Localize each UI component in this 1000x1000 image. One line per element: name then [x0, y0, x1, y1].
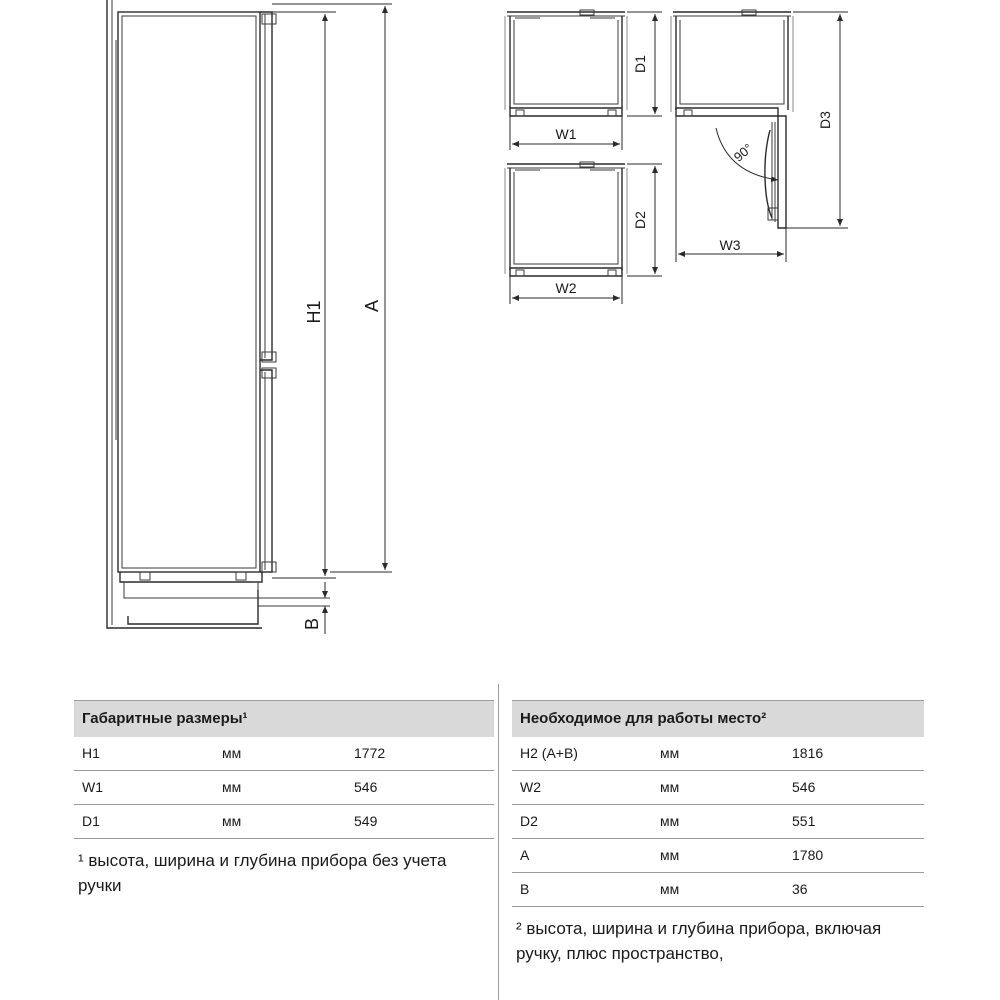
top-view-1: [505, 10, 627, 116]
unit: мм: [660, 813, 680, 829]
label-angle: 90°: [730, 140, 756, 165]
label-d3: D3: [817, 111, 833, 129]
unit: мм: [222, 779, 242, 795]
front-view-appliance: [107, 0, 330, 631]
unit: мм: [660, 847, 680, 863]
param: W2: [520, 779, 541, 795]
value: 1816: [792, 745, 824, 761]
footnote: ¹ высота, ширина и глубина прибора без учета ручки: [78, 851, 447, 895]
table-row: [512, 805, 924, 839]
dimension-d3: [786, 12, 848, 228]
dimension-h1: [272, 12, 336, 578]
table-row: [512, 839, 924, 873]
label-d2: D2: [632, 211, 648, 229]
table-row: [74, 771, 494, 805]
unit: мм: [660, 881, 680, 897]
top-view-3-open-door: [671, 10, 793, 228]
value: 1780: [792, 847, 824, 863]
dimension-w2: [510, 276, 622, 304]
dimension-d2: [627, 164, 662, 276]
param: A: [520, 847, 530, 863]
param: H1: [82, 745, 100, 761]
table-row: [74, 737, 494, 771]
value: 1772: [354, 745, 386, 761]
param: W1: [82, 779, 103, 795]
value: 551: [792, 813, 816, 829]
value: 36: [792, 881, 808, 897]
dimension-a: [272, 4, 392, 572]
table-row: [512, 737, 924, 771]
dimension-w3: [676, 116, 786, 262]
dimension-w1: [510, 116, 622, 150]
param: D1: [82, 813, 100, 829]
unit: мм: [660, 745, 680, 761]
column-divider: [498, 684, 499, 1000]
dimension-d1: [627, 12, 662, 116]
overall-dimensions-table: [74, 700, 494, 898]
table-row: [512, 771, 924, 805]
dimension-b: [302, 582, 325, 634]
value: 546: [354, 779, 378, 795]
value: 546: [792, 779, 816, 795]
table-row: [74, 805, 494, 839]
unit: мм: [660, 779, 680, 795]
label-w3: W3: [719, 237, 741, 253]
required-space-table: [512, 700, 924, 966]
footnote: ² высота, ширина и глубина прибора, включая ручку, плюс пространство,: [516, 919, 882, 963]
table-title: Габаритные размеры¹: [74, 700, 494, 737]
param: D2: [520, 813, 538, 829]
unit: мм: [222, 745, 242, 761]
unit: мм: [222, 813, 242, 829]
table-title: Необходимое для работы место²: [512, 700, 924, 737]
label-d1: D1: [632, 55, 648, 73]
top-view-2: [505, 162, 627, 276]
value: 549: [354, 813, 378, 829]
label-a: A: [362, 299, 382, 313]
label-b: B: [302, 617, 322, 631]
param: B: [520, 881, 530, 897]
label-w1: W1: [555, 126, 577, 142]
label-w2: W2: [555, 280, 577, 296]
label-h1: H1: [304, 300, 324, 324]
table-row: [512, 873, 924, 907]
param: H2 (A+B): [520, 745, 578, 761]
